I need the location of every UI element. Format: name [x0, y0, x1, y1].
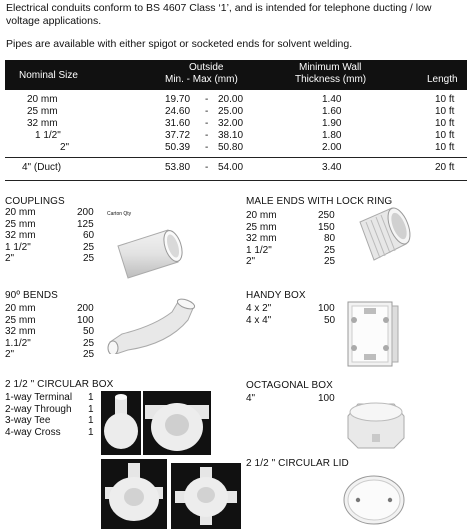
list-item: 20 mm 200: [5, 303, 94, 314]
list-item: 32 mm 50: [5, 326, 95, 337]
couplings-title: COUPLINGS: [5, 196, 65, 207]
list-item: 2-way Through 1: [5, 403, 94, 415]
list-item: 32 mm 60: [5, 230, 95, 241]
table-divider: [5, 157, 467, 158]
list-item: 2" 25: [5, 253, 95, 264]
male-end-image: [346, 200, 418, 272]
header-wall-thickness: Thickness (mm): [295, 74, 367, 85]
handy-box-list: [246, 303, 346, 326]
list-item: 1 1/2" 25: [5, 241, 95, 253]
list-item: 1.1/2" 25: [5, 337, 95, 349]
bends-list: [5, 303, 105, 361]
list-item: 32 mm 80: [246, 233, 336, 244]
list-item: 25 mm 100: [5, 314, 94, 326]
coupling-image: [110, 222, 190, 280]
bends-title: 90º BENDS: [5, 290, 58, 301]
list-item: 2" 25: [5, 349, 95, 360]
circular-box-images: [101, 391, 241, 529]
handy-box-image: [340, 296, 404, 372]
header-min-max: Min. - Max (mm): [165, 74, 238, 85]
octagonal-box-title: OCTAGONAL BOX: [246, 380, 333, 391]
header-nominal-size: Nominal Size: [19, 70, 78, 81]
intro-line-1: Electrical conduits conform to BS 4607 Class ‘1’, and is intended for telephone ducting / low: [6, 2, 432, 14]
list-item: 1 1/2" 25: [246, 244, 336, 256]
list-item: 20 mm 200: [5, 207, 94, 218]
handy-box-title: HANDY BOX: [246, 290, 306, 301]
couplings-list: [5, 207, 105, 265]
intro-line-3: Pipes are available with either spigot or socketed ends for solvent welding.: [6, 38, 353, 50]
table-row: 25 mm 24.60 - 25.00 1.60 10 ft: [27, 106, 455, 117]
list-item: 3-way Tee 1: [5, 415, 94, 426]
circular-box-list: [5, 392, 100, 438]
header-outside: Outside: [189, 62, 224, 73]
intro-paragraph: [6, 2, 466, 28]
octagonal-box-image: [342, 398, 410, 450]
circular-lid-image: [340, 472, 408, 526]
table-row: 1 1/2" 37.72 - 38.10 1.80 10 ft: [35, 130, 455, 141]
header-length: Length: [427, 74, 458, 85]
table-row: 4" (Duct) 53.80 - 54.00 3.40 20 ft: [22, 162, 455, 173]
carton-qty-note: Carton Qty: [107, 211, 132, 217]
table-row: 2" 50.39 - 50.80 2.00 10 ft: [60, 142, 455, 153]
male-ends-title: MALE ENDS WITH LOCK RING: [246, 196, 393, 207]
list-item: 4 x 2" 100: [246, 303, 335, 314]
list-item: 1-way Terminal 1: [5, 392, 94, 403]
table-row: 32 mm 31.60 - 32.00 1.90 10 ft: [27, 118, 455, 129]
intro-line-2: voltage applications.: [6, 15, 102, 27]
list-item: 4 x 4" 50: [246, 314, 336, 326]
spec-table-header: [5, 60, 467, 90]
circular-box-title: 2 1/2 " CIRCULAR BOX: [5, 379, 114, 390]
list-item: 20 mm 250: [246, 210, 335, 221]
list-item: 4-way Cross 1: [5, 426, 94, 438]
list-item: 25 mm 150: [246, 221, 335, 233]
octagonal-box-list: [246, 393, 346, 405]
list-item: 2" 25: [246, 256, 336, 267]
list-item: 4" 100: [246, 393, 335, 404]
circular-lid-title: 2 1/2 " CIRCULAR LID: [246, 458, 349, 469]
spec-table-body: [5, 90, 467, 181]
list-item: 25 mm 125: [5, 218, 94, 230]
bend-image: [104, 298, 204, 354]
header-min-wall: Minimum Wall: [299, 62, 362, 73]
table-row: 20 mm 19.70 - 20.00 1.40 10 ft: [27, 94, 455, 105]
